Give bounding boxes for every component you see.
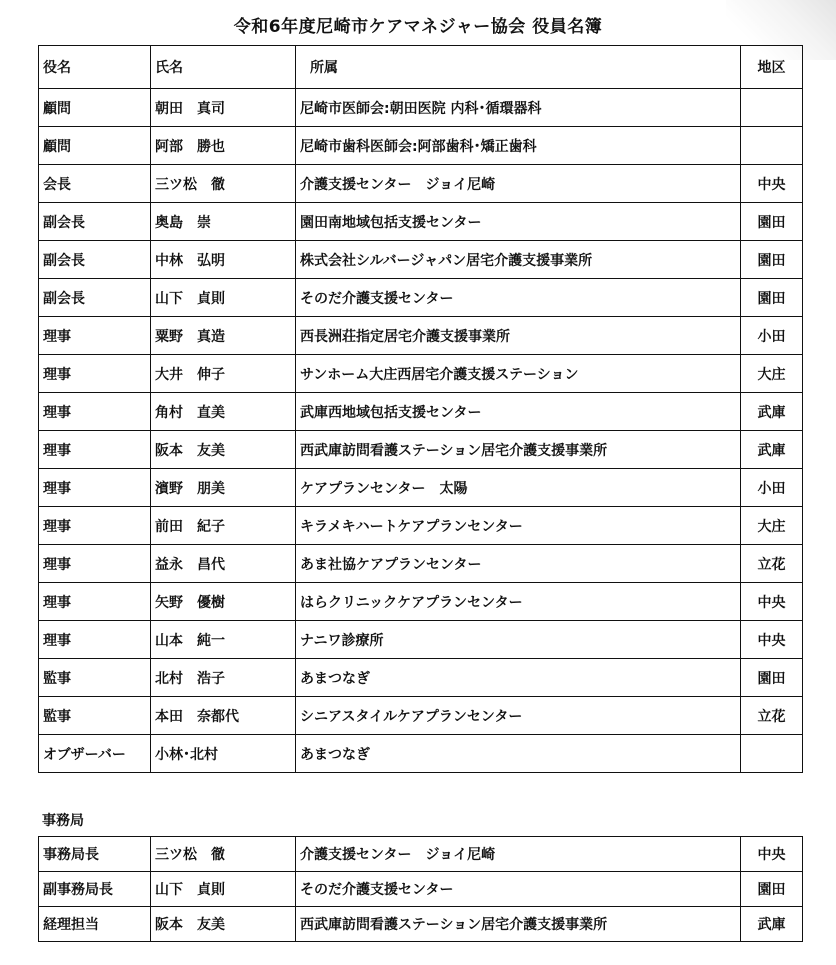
name-cell: 大井 伸子 bbox=[151, 355, 296, 393]
role-cell: 監事 bbox=[39, 659, 151, 697]
role-cell: 会長 bbox=[39, 165, 151, 203]
region-cell: 大庄 bbox=[741, 507, 803, 545]
region-cell: 中央 bbox=[741, 621, 803, 659]
role-cell: 顧問 bbox=[39, 127, 151, 165]
role-cell: 理事 bbox=[39, 621, 151, 659]
name-cell: 北村 浩子 bbox=[151, 659, 296, 697]
role-cell: 顧問 bbox=[39, 89, 151, 127]
affiliation-cell: 武庫西地域包括支援センター bbox=[296, 393, 741, 431]
region-cell: 園田 bbox=[741, 872, 803, 907]
role-cell: 副会長 bbox=[39, 203, 151, 241]
table-row bbox=[39, 659, 803, 697]
affiliation-cell: そのだ介護支援センター bbox=[296, 279, 741, 317]
table-row bbox=[39, 203, 803, 241]
table-row bbox=[39, 583, 803, 621]
document-title: 令和6年度尼崎市ケアマネジャー協会 役員名簿 bbox=[233, 17, 603, 37]
role-cell: 経理担当 bbox=[39, 907, 151, 942]
region-cell: 中央 bbox=[741, 583, 803, 621]
affiliation-cell: サンホーム大庄西居宅介護支援ステーション bbox=[296, 355, 741, 393]
table-row bbox=[39, 469, 803, 507]
table-row bbox=[39, 317, 803, 355]
table-row bbox=[39, 355, 803, 393]
region-cell: 立花 bbox=[741, 545, 803, 583]
role-cell: 理事 bbox=[39, 545, 151, 583]
name-cell: 濱野 朋美 bbox=[151, 469, 296, 507]
table-row bbox=[39, 241, 803, 279]
header-region: 地区 bbox=[741, 46, 803, 89]
name-cell: 益永 昌代 bbox=[151, 545, 296, 583]
table-row bbox=[39, 837, 803, 872]
region-cell: 園田 bbox=[741, 241, 803, 279]
table-row bbox=[39, 697, 803, 735]
role-cell: 理事 bbox=[39, 507, 151, 545]
region-cell: 中央 bbox=[741, 165, 803, 203]
table-row bbox=[39, 127, 803, 165]
affiliation-cell: ケアプランセンター 太陽 bbox=[296, 469, 741, 507]
affiliation-cell: 介護支援センター ジョイ尼崎 bbox=[296, 165, 741, 203]
table-row bbox=[39, 393, 803, 431]
header-role: 役名 bbox=[39, 46, 151, 89]
table-row bbox=[39, 545, 803, 583]
name-cell: 前田 紀子 bbox=[151, 507, 296, 545]
region-cell: 武庫 bbox=[741, 907, 803, 942]
role-cell: 理事 bbox=[39, 469, 151, 507]
region-cell: 立花 bbox=[741, 697, 803, 735]
affiliation-cell: はらクリニックケアプランセンター bbox=[296, 583, 741, 621]
affiliation-cell: あま社協ケアプランセンター bbox=[296, 545, 741, 583]
table-row bbox=[39, 621, 803, 659]
affiliation-cell: 尼崎市医師会:朝田医院 内科･循環器科 bbox=[296, 89, 741, 127]
region-cell: 小田 bbox=[741, 317, 803, 355]
region-cell: 小田 bbox=[741, 469, 803, 507]
name-cell: 本田 奈都代 bbox=[151, 697, 296, 735]
region-cell: 園田 bbox=[741, 203, 803, 241]
region-cell: 武庫 bbox=[741, 431, 803, 469]
role-cell: 理事 bbox=[39, 431, 151, 469]
region-cell: 武庫 bbox=[741, 393, 803, 431]
name-cell: 阪本 友美 bbox=[151, 907, 296, 942]
table-row bbox=[39, 872, 803, 907]
name-cell: 矢野 優樹 bbox=[151, 583, 296, 621]
role-cell: 理事 bbox=[39, 583, 151, 621]
name-cell: 山下 貞則 bbox=[151, 872, 296, 907]
role-cell: 事務局長 bbox=[39, 837, 151, 872]
name-cell: 山本 純一 bbox=[151, 621, 296, 659]
name-cell: 角村 直美 bbox=[151, 393, 296, 431]
role-cell: 理事 bbox=[39, 355, 151, 393]
table-row bbox=[39, 507, 803, 545]
header-row bbox=[39, 46, 803, 89]
region-cell bbox=[741, 127, 803, 165]
table-row bbox=[39, 735, 803, 773]
affiliation-cell: 西武庫訪問看護ステーション居宅介護支援事業所 bbox=[296, 907, 741, 942]
affiliation-cell: 西長洲荘指定居宅介護支援事業所 bbox=[296, 317, 741, 355]
region-cell: 園田 bbox=[741, 279, 803, 317]
name-cell: 小林･北村 bbox=[151, 735, 296, 773]
affiliation-cell: あまつなぎ bbox=[296, 735, 741, 773]
role-cell: 副事務局長 bbox=[39, 872, 151, 907]
header-name: 氏名 bbox=[151, 46, 296, 89]
name-cell: 阿部 勝也 bbox=[151, 127, 296, 165]
table-row bbox=[39, 165, 803, 203]
table-row bbox=[39, 89, 803, 127]
role-cell: 監事 bbox=[39, 697, 151, 735]
affiliation-cell: 介護支援センター ジョイ尼崎 bbox=[296, 837, 741, 872]
office-table bbox=[38, 836, 803, 942]
table-row bbox=[39, 907, 803, 942]
officers-table bbox=[38, 45, 803, 773]
region-cell bbox=[741, 89, 803, 127]
affiliation-cell: あまつなぎ bbox=[296, 659, 741, 697]
office-section-label: 事務局 bbox=[42, 813, 84, 829]
affiliation-cell: そのだ介護支援センター bbox=[296, 872, 741, 907]
name-cell: 奥島 崇 bbox=[151, 203, 296, 241]
name-cell: 粟野 真造 bbox=[151, 317, 296, 355]
name-cell: 中林 弘明 bbox=[151, 241, 296, 279]
affiliation-cell: キラメキハートケアプランセンター bbox=[296, 507, 741, 545]
region-cell: 中央 bbox=[741, 837, 803, 872]
table-row bbox=[39, 431, 803, 469]
role-cell: 副会長 bbox=[39, 241, 151, 279]
affiliation-cell: 園田南地域包括支援センター bbox=[296, 203, 741, 241]
name-cell: 山下 貞則 bbox=[151, 279, 296, 317]
name-cell: 三ツ松 徹 bbox=[151, 165, 296, 203]
header-affiliation: 所属 bbox=[296, 46, 741, 89]
region-cell: 大庄 bbox=[741, 355, 803, 393]
region-cell: 園田 bbox=[741, 659, 803, 697]
role-cell: 副会長 bbox=[39, 279, 151, 317]
role-cell: オブザーバー bbox=[39, 735, 151, 773]
affiliation-cell: 株式会社シルバージャパン居宅介護支援事業所 bbox=[296, 241, 741, 279]
table-row bbox=[39, 279, 803, 317]
affiliation-cell: 西武庫訪問看護ステーション居宅介護支援事業所 bbox=[296, 431, 741, 469]
role-cell: 理事 bbox=[39, 317, 151, 355]
affiliation-cell: シニアスタイルケアプランセンター bbox=[296, 697, 741, 735]
region-cell bbox=[741, 735, 803, 773]
affiliation-cell: ナニワ診療所 bbox=[296, 621, 741, 659]
name-cell: 三ツ松 徹 bbox=[151, 837, 296, 872]
role-cell: 理事 bbox=[39, 393, 151, 431]
affiliation-cell: 尼崎市歯科医師会:阿部歯科･矯正歯科 bbox=[296, 127, 741, 165]
name-cell: 阪本 友美 bbox=[151, 431, 296, 469]
name-cell: 朝田 真司 bbox=[151, 89, 296, 127]
